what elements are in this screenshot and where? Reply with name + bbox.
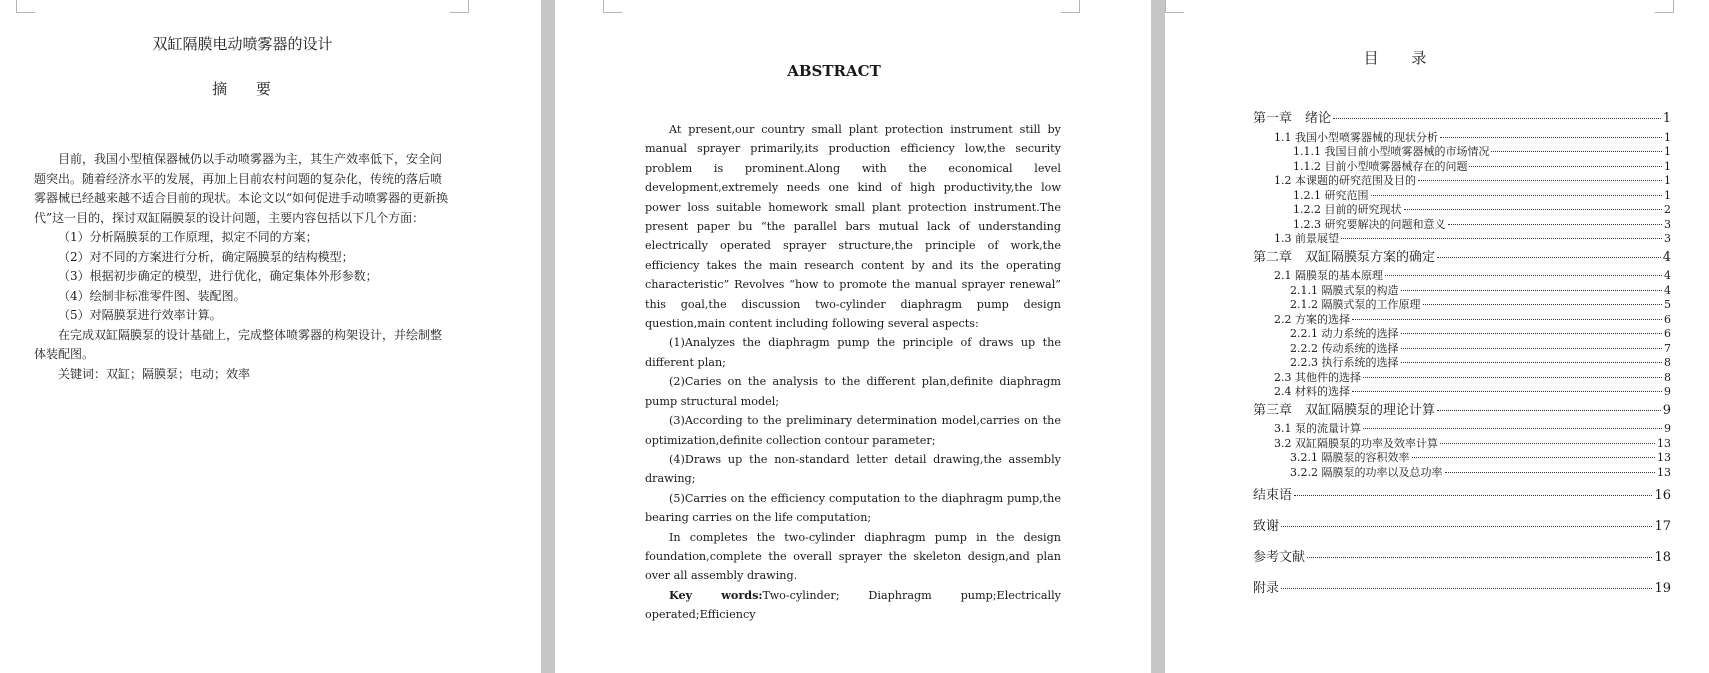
toc-dot-leader [1437,257,1661,258]
toc-entry-title: 附录 [1253,581,1280,596]
toc-entry-title: 2.2 方案的选择 [1274,312,1350,326]
abstract-paragraph: In completes the two-cylinder diaphragm pump in the design foundation,complete the overall sprayer the skeleton design,and plan over all assembly drawing. [645,530,1061,583]
toc-entry-page: 6 [1664,312,1671,326]
toc-dot-leader [1363,428,1662,429]
keywords-line [645,586,1061,625]
abstract-list-item: (3)According to the preliminary determination model,carries on the optimization,definite collection contour parameter; [645,414,1061,447]
keywords-text: Two-cylinder; Diaphragm pump;Electrically operated;Efficiency [645,588,1061,622]
page-english-abstract [555,0,1151,673]
toc-entry-page: 9 [1664,422,1671,435]
toc-entry-page: 5 [1664,298,1671,311]
toc-entry[interactable] [1253,284,1671,299]
toc-entry-title: 2.1 隔膜泵的基本原理 [1274,269,1383,282]
toc-entry-page: 9 [1662,402,1671,418]
toc-entry-page: 16 [1654,488,1671,503]
toc-entry-title: 3.2 双缸隔膜泵的功率及效率计算 [1274,436,1438,450]
toc-entry-page: 1 [1664,145,1671,158]
toc-entry-title: 1.1 我国小型喷雾器械的现状分析 [1274,130,1438,144]
toc-dot-leader [1401,333,1663,334]
toc-dot-leader [1352,319,1662,320]
toc-entry[interactable] [1253,111,1671,128]
toc-dot-leader [1469,166,1662,167]
toc-entry-page: 4 [1664,269,1671,282]
page-corner-mark [1655,0,1674,13]
toc-entry-title: 1.2 本课题的研究范围及目的 [1274,174,1416,187]
toc-entry[interactable] [1253,542,1671,573]
toc-entry[interactable] [1253,232,1671,247]
toc-entry-title: 1.1.1 我国目前小型喷雾器械的市场情况 [1293,145,1490,158]
page-corner-mark [603,0,622,13]
toc-dot-leader [1371,195,1663,196]
toc-entry-title: 2.2.1 动力系统的选择 [1290,327,1399,340]
toc-entry-page: 1 [1664,130,1671,144]
toc-entry[interactable] [1253,403,1671,420]
toc-dot-leader [1333,118,1661,119]
toc-entry[interactable] [1253,269,1671,284]
toc-entry[interactable] [1253,573,1671,604]
page-corner-mark [1165,0,1184,13]
abstract-list-item: (1)Analyzes the diaphragm pump the principle of draws up the different plan; [645,336,1061,369]
toc-dot-leader [1352,391,1662,392]
abstract-list-item: （5）对隔膜泵进行效率计算。 [58,308,222,322]
toc-entry[interactable] [1253,250,1671,267]
page-corner-mark [16,0,35,13]
toc-dot-leader [1440,137,1662,138]
toc-dot-leader [1401,362,1663,363]
toc-entry-title: 第一章 绪论 [1253,111,1332,126]
toc-dot-leader [1341,238,1662,239]
toc-dot-leader [1412,457,1656,458]
toc-entry-page: 8 [1664,356,1671,369]
toc-entry-page: 18 [1654,550,1671,565]
toc-dot-leader [1281,588,1652,589]
toc-entry-page: 3 [1664,217,1671,231]
abstract-paragraph: At present,our country small plant protection instrument still by manual sprayer primarily,its production efficiency low,the security problem is prominent.Along with the economical level development,extremely needs one kind of high productivity,the low power loss suitable homework small plant protection instrument.The present paper bu “the parallel bars mutual lack of understanding electrically operated sprayer structure,the principle of work,the efficiency takes the main research content by and its the operating characteristic” Revolves “how to promote the manual sprayer renewal” this goal,the discussion two-cylinder diaphragm pump design question,main content including following several aspects: [645,123,1061,331]
abstract-list-item: (4)Draws up the non-standard letter detail drawing,the assembly drawing; [645,452,1061,486]
toc-dot-leader [1307,557,1652,558]
toc-entry-title: 2.1.1 隔膜式泵的构造 [1290,283,1399,297]
toc-entry-page: 1 [1662,111,1671,126]
toc-entry-page: 1 [1664,159,1671,173]
toc-dot-leader [1294,495,1652,496]
toc-entry[interactable] [1253,480,1671,511]
toc-entry[interactable] [1253,218,1671,233]
toc-entry[interactable] [1253,131,1671,146]
toc-entry[interactable] [1253,356,1671,371]
toc-entry-title: 参考文献 [1253,550,1306,565]
toc-entry-page: 17 [1654,519,1671,534]
toc-entry-title: 3.2.2 隔膜泵的功率以及总功率 [1290,465,1443,479]
toc-entry-title: 第三章 双缸隔膜泵的理论计算 [1253,402,1436,418]
toc-entry-title: 2.2.3 执行系统的选择 [1290,356,1399,369]
toc-dot-leader [1281,526,1652,527]
toc-entry-page: 6 [1664,327,1671,340]
toc-entry[interactable] [1253,371,1671,386]
toc-entry-page: 7 [1664,341,1671,355]
toc-entry[interactable] [1253,437,1671,452]
toc-list [1253,108,1671,604]
toc-entry-page: 9 [1664,385,1671,398]
toc-entry-title: 2.4 材料的选择 [1274,385,1350,398]
toc-heading: 目 录 [1363,49,1441,67]
abstract-list-item: （4）绘制非标准零件图、装配图。 [58,288,246,303]
toc-entry-title: 2.1.2 隔膜式泵的工作原理 [1290,298,1421,311]
toc-dot-leader [1437,410,1661,411]
abstract-list-item: (2)Caries on the analysis to the different plan,definite diaphragm pump structural model; [645,375,1061,408]
toc-entry[interactable] [1253,466,1671,481]
toc-entry-page: 4 [1664,283,1671,297]
page-corner-mark [450,0,469,13]
toc-entry[interactable] [1253,422,1671,437]
toc-entry-page: 1 [1664,174,1671,187]
toc-entry[interactable] [1253,327,1671,342]
toc-dot-leader [1385,275,1662,276]
toc-entry-page: 2 [1664,203,1671,216]
toc-entry-page: 13 [1657,451,1671,464]
page-table-of-contents [1165,0,1709,673]
toc-entry-title: 致谢 [1253,519,1280,534]
toc-entry-title: 3.1 泵的流量计算 [1274,422,1361,435]
toc-entry[interactable] [1253,145,1671,160]
page-chinese-abstract [0,0,541,673]
toc-entry-title: 1.2.2 目前的研究现状 [1293,203,1402,216]
toc-entry-title: 2.3 其他件的选择 [1274,370,1361,384]
toc-entry-page: 19 [1654,581,1671,596]
toc-entry-title: 第二章 双缸隔膜泵方案的确定 [1253,249,1436,265]
abstract-list-item: (5)Carries on the efficiency computation to the diaphragm pump,the bearing carries on the life computation; [645,491,1061,525]
toc-entry-title: 1.2.1 研究范围 [1293,188,1369,202]
toc-dot-leader [1401,348,1663,349]
chinese-abstract-body [34,150,452,384]
toc-entry-page: 8 [1664,370,1671,384]
toc-entry[interactable] [1253,385,1671,400]
toc-entry[interactable] [1253,174,1671,189]
toc-dot-leader [1440,443,1655,444]
toc-entry-title: 结束语 [1253,488,1293,503]
toc-entry[interactable] [1253,189,1671,204]
toc-entry-page: 1 [1664,188,1671,202]
toc-entry[interactable] [1253,160,1671,175]
document-title: 双缸隔膜电动喷雾器的设计 [152,35,333,53]
toc-dot-leader [1491,151,1662,152]
english-abstract-body [645,120,1061,625]
page-corner-mark [1061,0,1080,13]
toc-entry-title: 1.2.3 研究要解决的问题和意义 [1293,217,1446,231]
keywords-line: 关键词：双缸；隔膜泵；电动；效率 [58,366,251,381]
abstract-list-item: （3）根据初步确定的模型，进行优化，确定集体外形参数； [58,269,378,283]
abstract-paragraph: 目前，我国小型植保器械仍以手动喷雾器为主，其生产效率低下，安全问题突出。随着经济水平的发展，再加上目前农村问题的复杂化，传统的落后喷雾器械已经越来越不适合目前的现状。本论文以“如何促进手动喷雾器的更新换代”这一目的，探讨双缸隔膜泵的设计问题，主要内容包括以下几个方面： [34,152,449,225]
toc-entry[interactable] [1253,451,1671,466]
abstract-list-item: （1）分析隔膜泵的工作原理，拟定不同的方案； [58,230,318,244]
toc-dot-leader [1363,377,1662,378]
abstract-paragraph: 在完成双缸隔膜泵的设计基础上，完成整体喷雾器的构架设计，并绘制整体装配图。 [34,327,443,361]
toc-dot-leader [1404,209,1663,210]
toc-dot-leader [1401,290,1663,291]
toc-entry-title: 3.2.1 隔膜泵的容积效率 [1290,451,1410,464]
toc-entry[interactable] [1253,203,1671,218]
toc-dot-leader [1448,224,1663,225]
toc-dot-leader [1418,180,1662,181]
abstract-list-item: （2）对不同的方案进行分析，确定隔膜泵的结构模型； [58,249,354,264]
toc-entry-page: 4 [1662,249,1671,265]
toc-entry-page: 13 [1657,436,1671,450]
toc-entry[interactable] [1253,298,1671,313]
toc-entry-title: 1.1.2 目前小型喷雾器械存在的问题 [1293,159,1468,173]
toc-entry-page: 13 [1657,465,1671,479]
toc-entry[interactable] [1253,511,1671,542]
abstract-heading: 摘 要 [212,80,283,98]
toc-entry[interactable] [1253,313,1671,328]
toc-entry[interactable] [1253,342,1671,357]
toc-entry-page: 3 [1664,232,1671,245]
toc-entry-title: 2.2.2 传动系统的选择 [1290,341,1399,355]
keywords-label: Key words: [669,587,763,602]
toc-dot-leader [1423,304,1663,305]
english-abstract-heading: ABSTRACT [787,62,881,80]
toc-entry-title: 1.3 前景展望 [1274,232,1339,245]
toc-dot-leader [1445,472,1656,473]
